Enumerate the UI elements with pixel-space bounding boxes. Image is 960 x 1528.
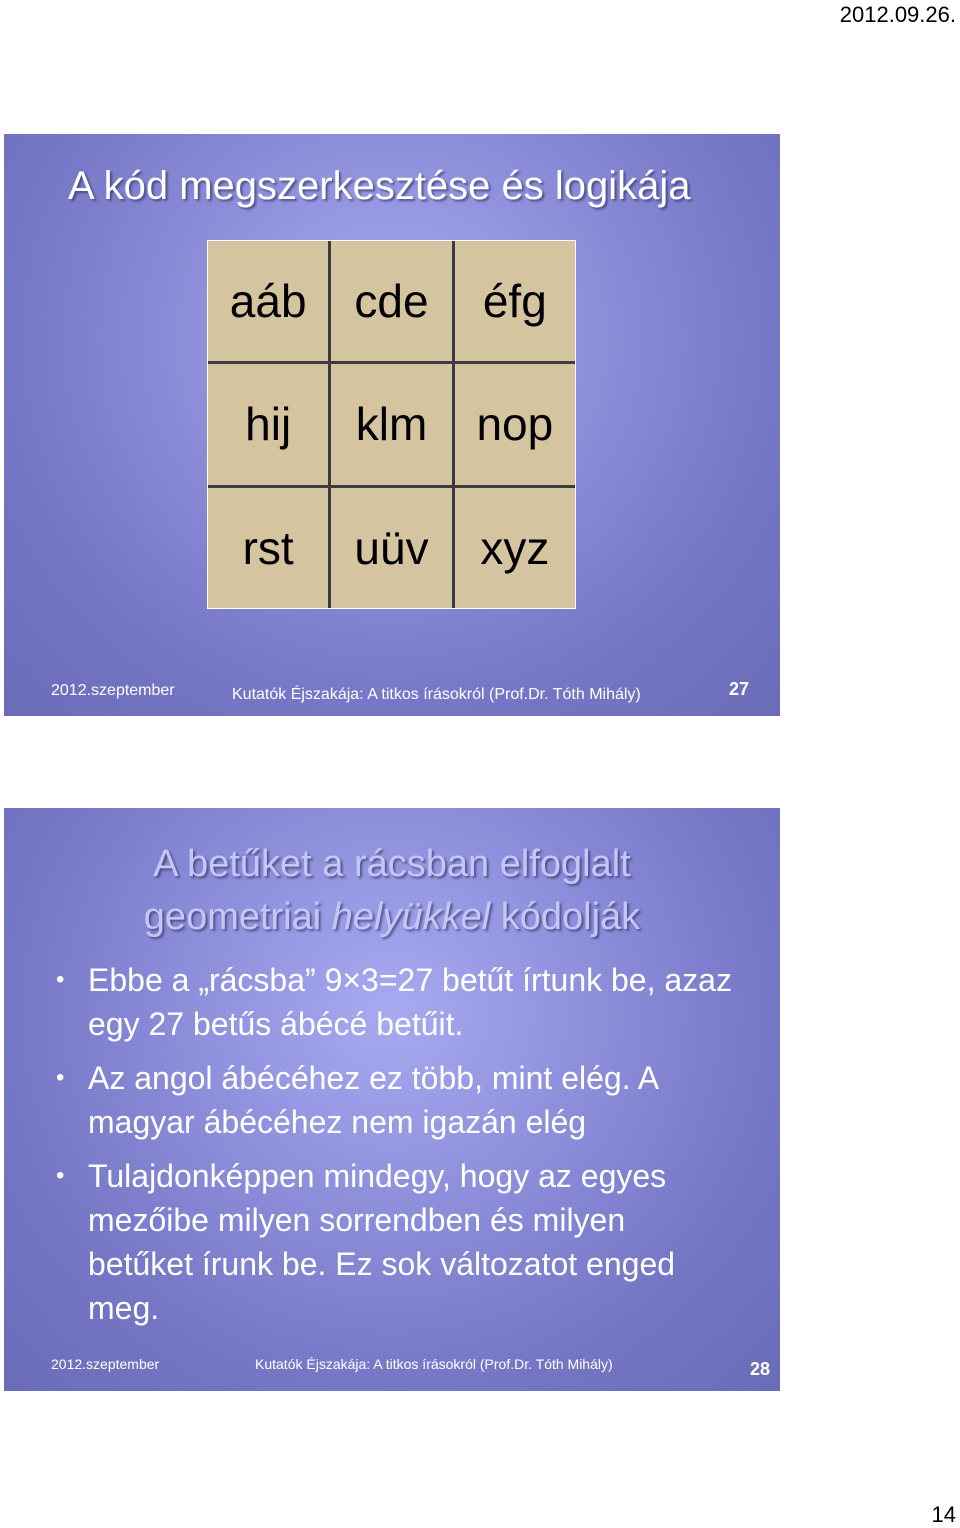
grid-cell: uüv [331, 488, 451, 608]
heading-line-1: A betűket a rácsban elfoglalt [153, 843, 631, 885]
bullet-text: Az angol ábécéhez ez több, mint elég. A magyar ábécéhez nem igazán elég [88, 1060, 658, 1140]
heading-italic: helyükkel [331, 896, 491, 938]
bullet-item [56, 1056, 736, 1144]
grid-cell: hij [208, 364, 328, 484]
slide-footer-title: Kutatók Éjszakája: A titkos írásokról (Prof.Dr. Tóth Mihály) [232, 686, 641, 703]
bullet-icon: • [56, 1162, 65, 1189]
heading-part: kódolják [490, 896, 641, 938]
grid-cell: cde [331, 241, 451, 361]
heading-line-2 [4, 891, 780, 944]
slide-28 [4, 808, 780, 1391]
bullet-icon: • [56, 1064, 65, 1091]
grid-cell: nop [455, 364, 575, 484]
slide-footer-date: 2012.szeptember [51, 1356, 160, 1372]
slide-number: 28 [750, 1359, 771, 1379]
heading-part: geometriai [143, 896, 332, 938]
bullet-text: Ebbe a „rácsba” 9×3=27 betűt írtunk be, azaz egy 27 betűs ábécé betűit. [88, 962, 732, 1042]
grid-cell: klm [331, 364, 451, 484]
bullet-item [56, 1154, 736, 1330]
letter-grid [207, 240, 576, 609]
slide-footer-title: Kutatók Éjszakája: A titkos írásokról (Prof.Dr. Tóth Mihály) [255, 1356, 613, 1372]
grid-cell: éfg [455, 241, 575, 361]
page-date: 2012.09.26. [839, 2, 956, 27]
page-number: 14 [931, 1502, 956, 1527]
slide-heading [4, 838, 780, 944]
slide-title: A kód megszerkesztése és logikája [68, 164, 691, 208]
bullet-item [56, 958, 736, 1046]
slide-footer-date: 2012.szeptember [51, 682, 175, 699]
bullet-text: Tulajdonképpen mindegy, hogy az egyes mezőibe milyen sorrendben és milyen betűket írunk be. Ez sok változatot enged meg. [88, 1158, 676, 1326]
bullet-list [56, 958, 736, 1340]
grid-cell: aáb [208, 241, 328, 361]
grid-cell: xyz [455, 488, 575, 608]
bullet-icon: • [56, 966, 65, 993]
slide-27 [4, 134, 780, 716]
grid-cell: rst [208, 488, 328, 608]
slide-number: 27 [729, 679, 750, 699]
